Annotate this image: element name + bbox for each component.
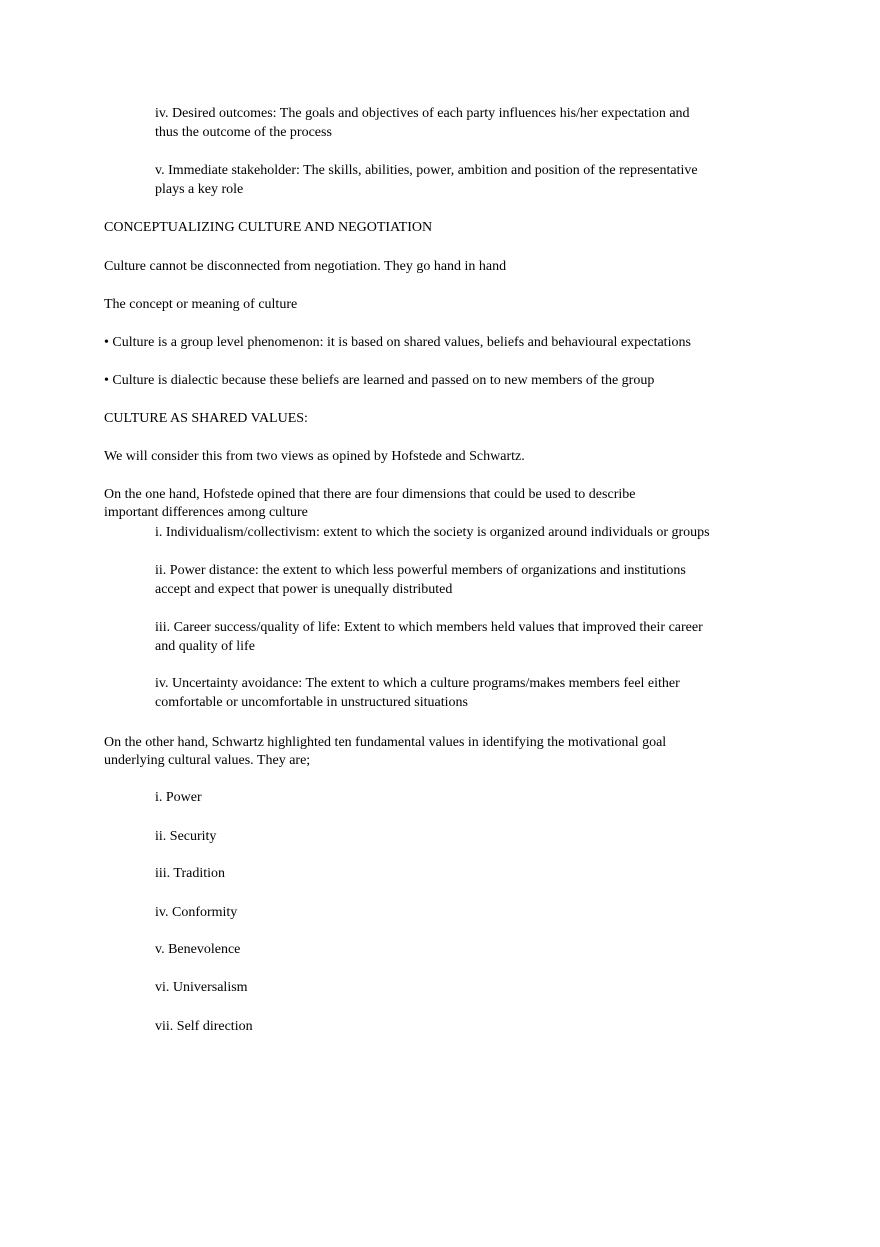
hofstede-item-power-distance-line-2: accept and expect that power is unequally distributed: [155, 582, 453, 597]
concept-of-culture-paragraph: The concept or meaning of culture: [104, 297, 298, 312]
bullet-dialectic: • Culture is dialectic because these beliefs are learned and passed on to new members of the group: [104, 373, 655, 388]
section-heading-shared-values: CULTURE AS SHARED VALUES:: [104, 411, 308, 426]
hofstede-intro-line-1: On the one hand, Hofstede opined that there are four dimensions that could be used to describe: [104, 487, 636, 502]
schwartz-value-tradition: iii. Tradition: [155, 866, 226, 881]
schwartz-value-security: ii. Security: [155, 829, 217, 844]
culture-intro-paragraph: Culture cannot be disconnected from negotiation. They go hand in hand: [104, 259, 507, 274]
desired-outcomes-line-2: thus the outcome of the process: [155, 125, 332, 140]
schwartz-intro-line-1: On the other hand, Schwartz highlighted ten fundamental values in identifying the motivational goal: [104, 735, 667, 750]
hofstede-intro-line-2: important differences among culture: [104, 505, 308, 520]
section-heading-culture-negotiation: CONCEPTUALIZING CULTURE AND NEGOTIATION: [104, 220, 433, 235]
immediate-stakeholder-line-2: plays a key role: [155, 182, 244, 197]
immediate-stakeholder-line-1: v. Immediate stakeholder: The skills, abilities, power, ambition and position of the representative: [155, 163, 698, 178]
two-views-paragraph: We will consider this from two views as opined by Hofstede and Schwartz.: [104, 449, 525, 464]
hofstede-item-power-distance-line-1: ii. Power distance: the extent to which less powerful members of organizations and institutions: [155, 563, 686, 578]
hofstede-item-career-success-line-2: and quality of life: [155, 639, 255, 654]
hofstede-item-uncertainty-line-2: comfortable or uncomfortable in unstructured situations: [155, 695, 468, 710]
schwartz-value-conformity: iv. Conformity: [155, 905, 238, 920]
desired-outcomes-line-1: iv. Desired outcomes: The goals and objectives of each party influences his/her expectation and: [155, 106, 690, 121]
hofstede-item-career-success-line-1: iii. Career success/quality of life: Extent to which members held values that improved their career: [155, 620, 703, 635]
hofstede-item-uncertainty-line-1: iv. Uncertainty avoidance: The extent to which a culture programs/makes members feel either: [155, 676, 680, 691]
bullet-group-level: • Culture is a group level phenomenon: it is based on shared values, beliefs and behavioural expectations: [104, 335, 691, 350]
schwartz-value-self-direction: vii. Self direction: [155, 1019, 253, 1034]
schwartz-value-power: i. Power: [155, 790, 202, 805]
hofstede-item-individualism: i. Individualism/collectivism: extent to which the society is organized around individuals or groups: [155, 525, 710, 540]
schwartz-intro-line-2: underlying cultural values. They are;: [104, 753, 311, 768]
schwartz-value-benevolence: v. Benevolence: [155, 942, 241, 957]
schwartz-value-universalism: vi. Universalism: [155, 980, 248, 995]
